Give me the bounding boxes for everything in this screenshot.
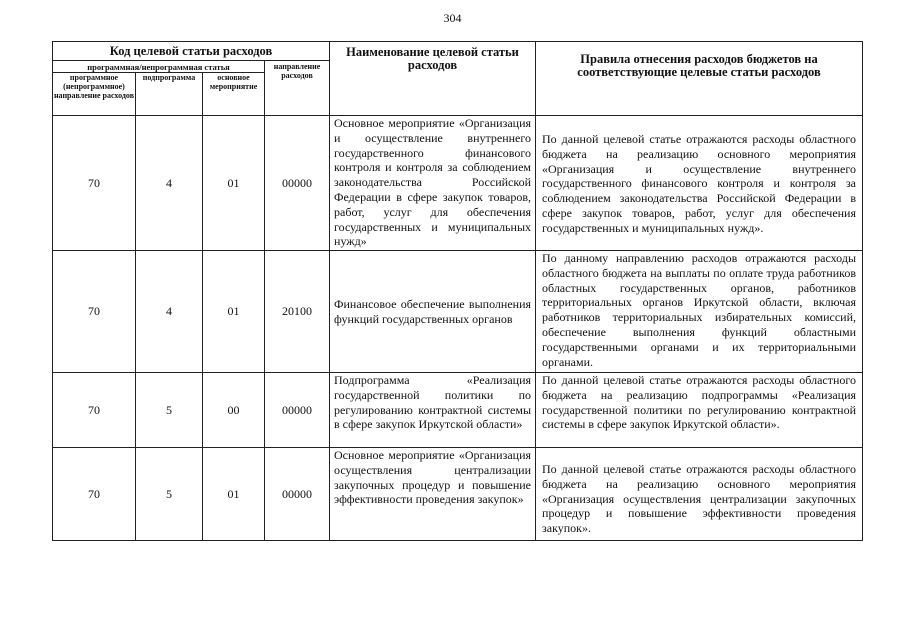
header-program-group: программная/непрограммная статья	[53, 61, 265, 73]
item-name: Финансовое обеспечение выполнения функций государственных органов	[330, 251, 536, 373]
subprogram-code: 4	[136, 116, 203, 251]
direction-code: 00000	[265, 373, 330, 448]
table-row	[53, 116, 863, 251]
header-rules: Правила отнесения расходов бюджетов на соответствующие целевые статьи расходов	[536, 42, 863, 116]
item-rule: По данной целевой статье отражаются расходы областного бюджета на реализацию подпрограммы «Реализация государственной политики по регулированию контрактной системы в сфере закупок Иркутской области».	[536, 373, 863, 448]
subprogram-code: 5	[136, 448, 203, 541]
header-code-title: Код целевой статьи расходов	[53, 42, 330, 61]
event-code: 01	[203, 251, 265, 373]
header-main-event: основное мероприятие	[203, 73, 265, 116]
event-code: 00	[203, 373, 265, 448]
target-expense-table	[52, 41, 863, 541]
item-name: Основное мероприятие «Организация и осуществление внутреннего государственного финансового контроля и контроля за соблюдением законодательства Российской Федерации в сфере закупок товаров, работ, услуг для обеспечения государственных и муниципальных нужд»	[330, 116, 536, 251]
direction-code: 20100	[265, 251, 330, 373]
page-number: 304	[443, 11, 462, 25]
header-program: программное (непрограммное) направление расходов	[53, 73, 136, 116]
direction-code: 00000	[265, 448, 330, 541]
direction-code: 00000	[265, 116, 330, 251]
item-rule: По данному направлению расходов отражаются расходы областного бюджета на выплаты по оплате труда работников областных государственных органов, работников территориальных органов Иркутской области, включая работников территориальных избирательных комиссий, обеспечение выполнения функций областными государственными органами и их территориальными органами.	[536, 251, 863, 373]
table-row	[53, 448, 863, 541]
program-code: 70	[53, 251, 136, 373]
item-name: Основное мероприятие «Организация осуществления централизации закупочных процедур и повышение эффективности проведения закупок»	[330, 448, 536, 541]
header-subprogram: подпрограмма	[136, 73, 203, 116]
header-direction: направление расходов	[265, 61, 330, 116]
table-row	[53, 251, 863, 373]
subprogram-code: 5	[136, 373, 203, 448]
item-rule: По данной целевой статье отражаются расходы областного бюджета на реализацию основного мероприятия «Организация осуществления централизации закупочных процедур и повышение эффективности проведения закупок».	[536, 448, 863, 541]
subprogram-code: 4	[136, 251, 203, 373]
item-rule: По данной целевой статье отражаются расходы областного бюджета на реализацию основного мероприятия «Организация и осуществление внутреннего государственного финансового контроля и контроля за соблюдением законодательства Российской Федерации в сфере закупок товаров, работ, услуг для обеспечения государственных и муниципальных нужд».	[536, 116, 863, 251]
program-code: 70	[53, 116, 136, 251]
header-name: Наименование целевой статьи расходов	[330, 42, 536, 116]
event-code: 01	[203, 448, 265, 541]
program-code: 70	[53, 448, 136, 541]
item-name: Подпрограмма «Реализация государственной политики по регулированию контрактной системы в сфере закупок Иркутской области»	[330, 373, 536, 448]
program-code: 70	[53, 373, 136, 448]
event-code: 01	[203, 116, 265, 251]
table-row	[53, 373, 863, 448]
